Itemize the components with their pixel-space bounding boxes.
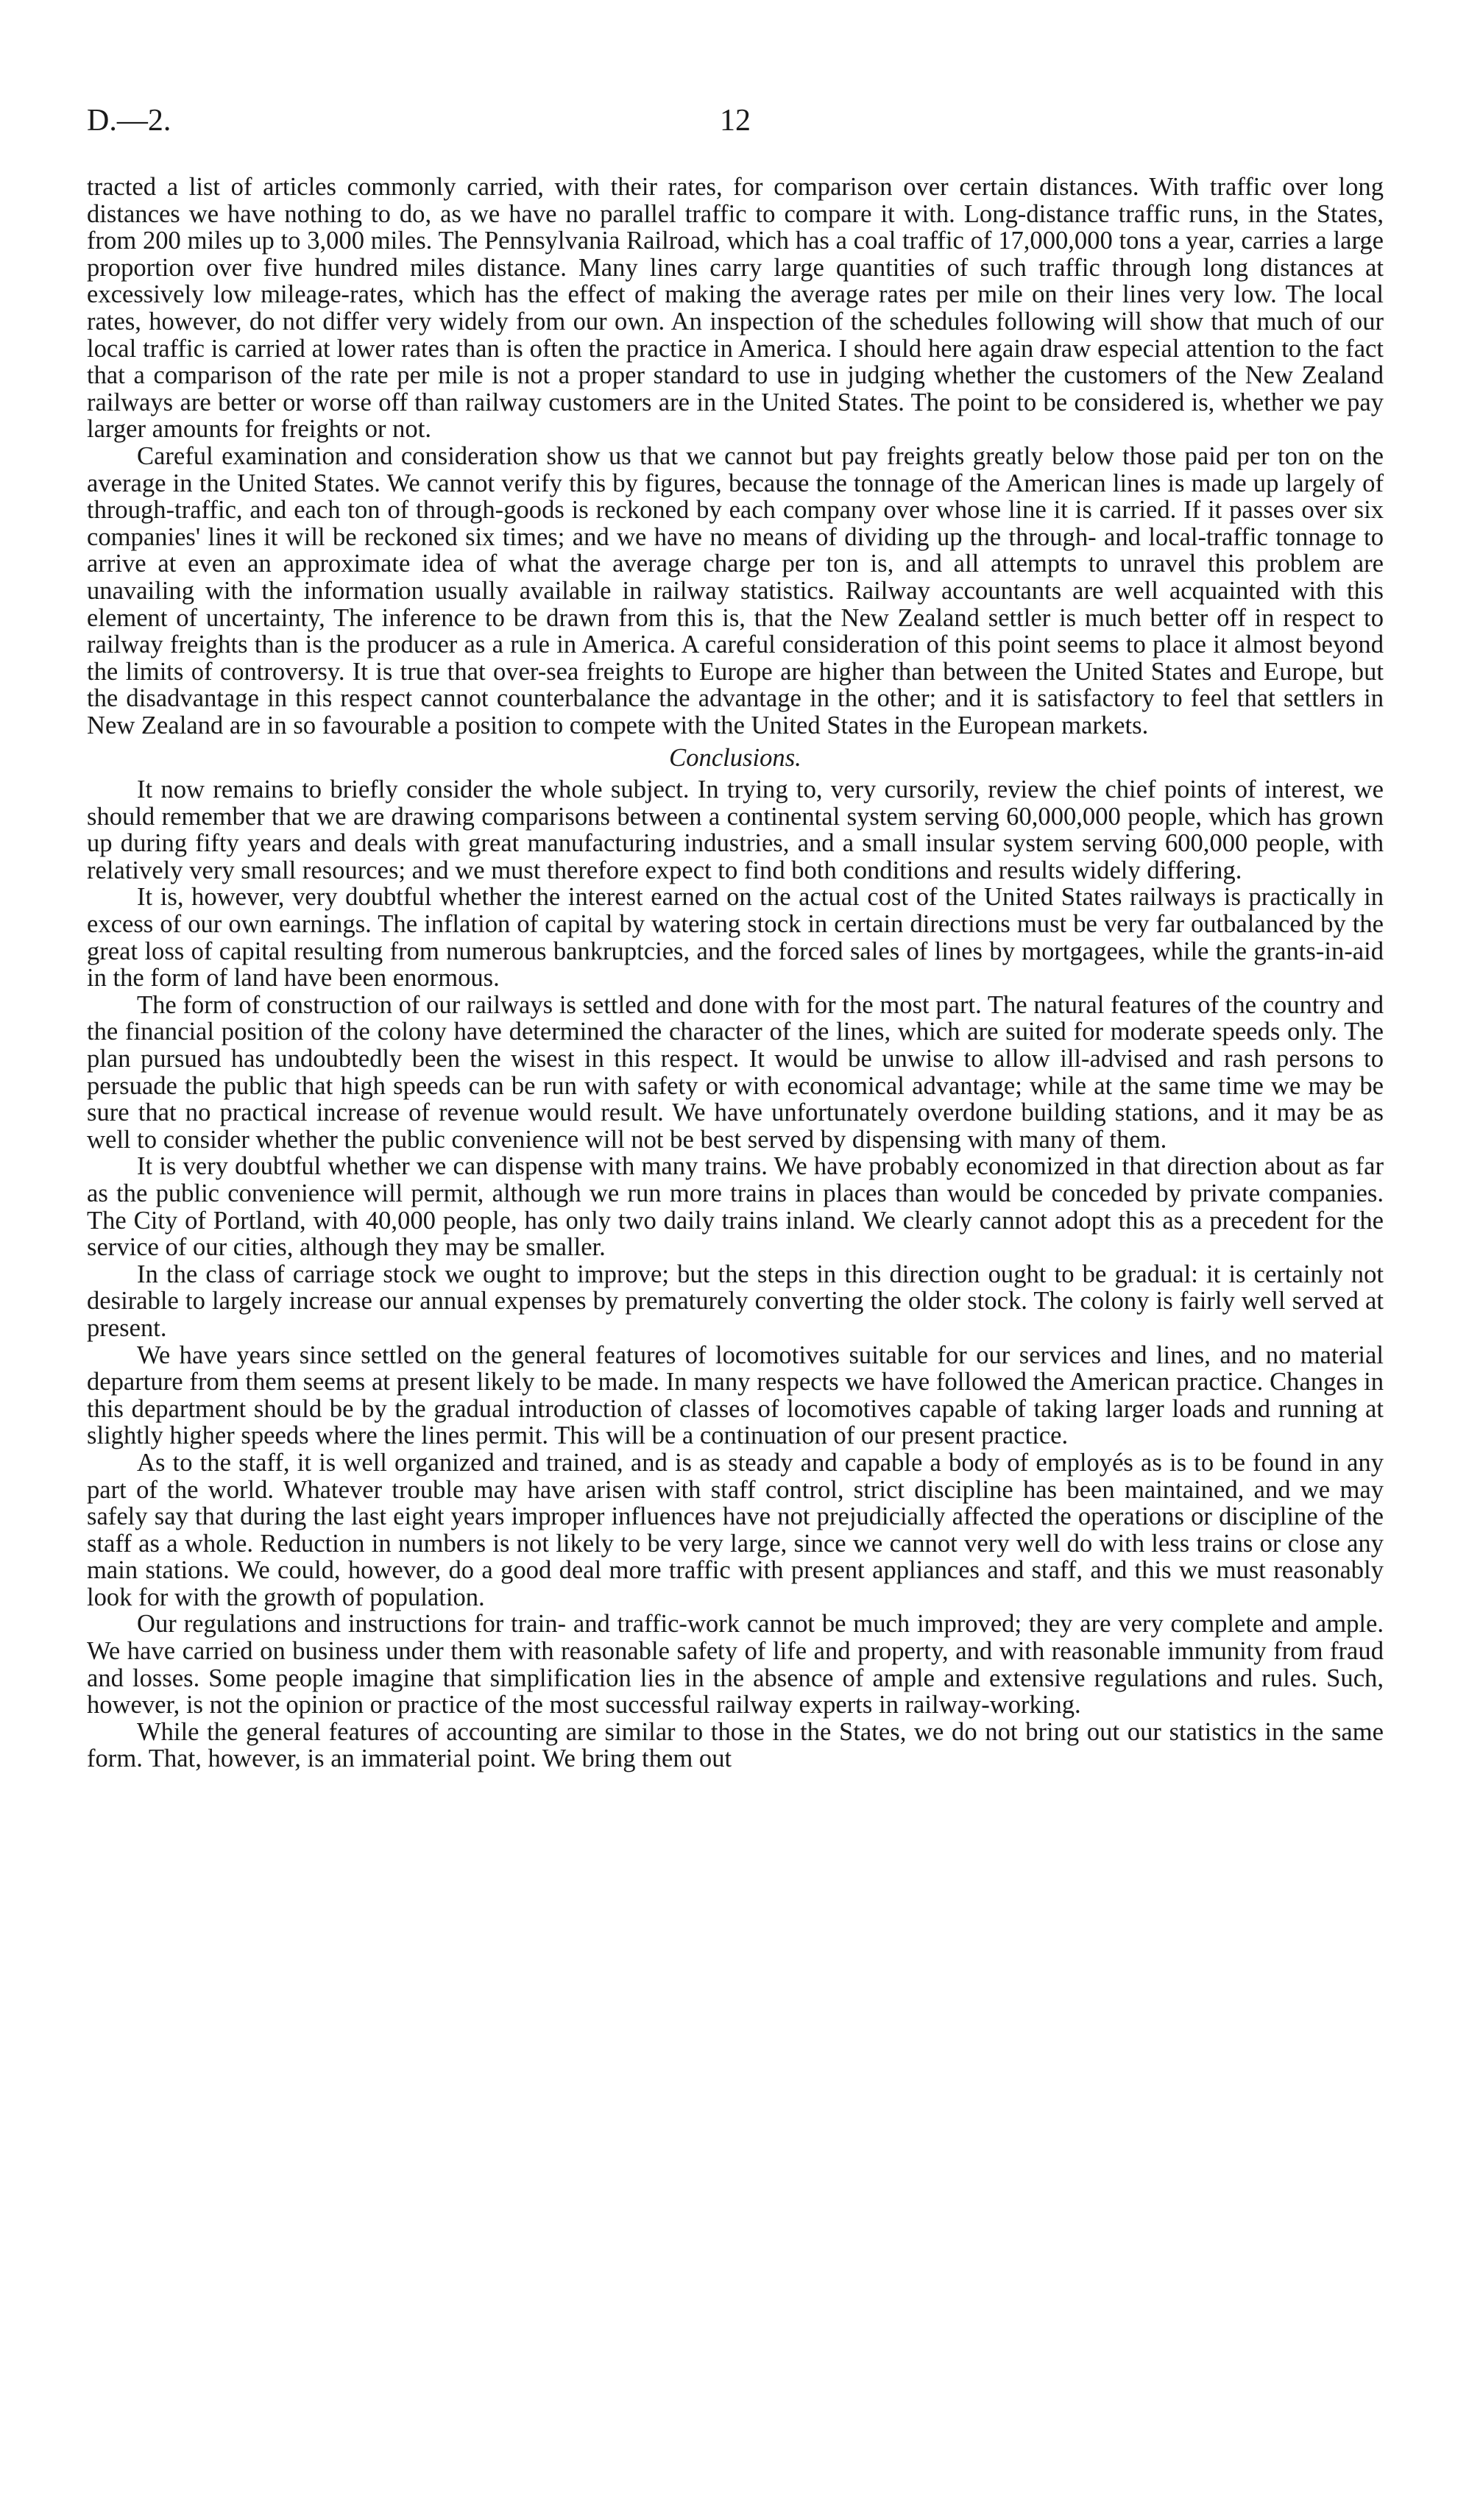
paragraph: In the class of carriage stock we ought to improve; but the steps in this direction ought to be gradual: it is certainly not desirable to largely increase our annual expenses by prematurely converting the older stock. The colony is fairly well served at present.: [87, 1260, 1384, 1342]
paragraph: While the general features of accounting are similar to those in the States, we do not bring out our statistics in the same form. That, however, is an immaterial point. We bring them out: [87, 1717, 1384, 1773]
paragraph: As to the staff, it is well organized and trained, and is as steady and capable a body of employés as is to be found in any part of the world. Whatever trouble may have arisen with staff control, strict discipline has been maintained, and we may safely say that during the last eight years improper influences have not prejudicially affected the operations or discipline of the staff as a whole. Reduction in numbers is not likely to be very large, since we cannot very well do with less trains or close any main stations. We could, however, do a good deal more traffic with present appliances and staff, and this we must reasonably look for with the growth of population.: [87, 1448, 1384, 1611]
paragraph: It is very doubtful whether we can dispense with many trains. We have probably economized in that direction about as far as the public convenience will permit, although we run more trains in places than would be conceded by private companies. The City of Portland, with 40,000 people, has only two daily trains inland. We clearly cannot adopt this as a precedent for the service of our cities, although they may be smaller.: [87, 1152, 1384, 1262]
body-text: [87, 174, 1384, 1772]
paragraph: The form of construction of our railways is settled and done with for the most part. The natural features of the country and the financial position of the colony have determined the character of the lines, which are suited for moderate speeds only. The plan pursued has undoubtedly been the wisest in this respect. It would be unwise to allow ill-advised and rash persons to persuade the public that high speeds can be run with safety or with economical advantage; while at the same time we may be sure that no practical increase of revenue would result. We have unfortunately overdone building stations, and it may be as well to consider whether the public convenience will not be best served by dispensing with many of them.: [87, 990, 1384, 1154]
document-page: [87, 103, 1384, 1772]
section-heading: Conclusions.: [669, 744, 801, 773]
page-number: 12: [720, 104, 751, 138]
paragraph: It is, however, very doubtful whether the interest earned on the actual cost of the United States railways is practically in excess of our own earnings. The inflation of capital by watering stock in certain directions must be very far outbalanced by the great loss of capital resulting from numerous bankruptcies, and the forced sales of lines by mortgagees, while the grants-in-aid in the form of land have been enormous.: [87, 883, 1384, 993]
paragraph-continued: tracted a list of articles commonly carried, with their rates, for comparison over certain distances. With traffic over long distances we have nothing to do, as we have no parallel traffic to compare it with. Long-distance traffic runs, in the States, from 200 miles up to 3,000 miles. The Pennsylvania Railroad, which has a coal traffic of 17,000,000 tons a year, carries a large proportion over five hundred miles distance. Many lines carry large quantities of such traffic through long distances at excessively low mileage-rates, which has the effect of making the average rates per mile on their lines very low. The local rates, however, do not differ very widely from our own. An inspection of the schedules following will show that much of our local traffic is carried at lower rates than is often the practice in America. I should here again draw especial attention to the fact that a comparison of the rate per mile is not a proper standard to use in judging whether the customers of the New Zealand railways are better or worse off than railway customers are in the United States. The point to be considered is, whether we pay larger amounts for freights or not.: [87, 173, 1384, 444]
paragraph: We have years since settled on the general features of locomotives suitable for our services and lines, and no material departure from them seems at present likely to be made. In many respects we have followed the American practice. Changes in this department should be by the gradual introduction of classes of locomotives capable of taking larger loads and running at slightly higher speeds where the lines permit. This will be a continuation of our present practice.: [87, 1341, 1384, 1450]
paragraph: Our regulations and instructions for train- and traffic-work cannot be much improved; they are very complete and ample. We have carried on business under them with reasonable safety of life and property, and with reasonable immunity from fraud and losses. Some people imagine that simplification lies in the absence of ample and extensive regulations and rules. Such, however, is not the opinion or practice of the most successful railway experts in railway-working.: [87, 1610, 1384, 1719]
paragraph: Careful examination and consideration show us that we cannot but pay freights greatly below those paid per ton on the average in the United States. We cannot verify this by figures, because the tonnage of the American lines is made up largely of through-traffic, and each ton of through-goods is reckoned by each company over whose line it is carried. If it passes over six companies' lines it will be reckoned six times; and we have no means of dividing up the through- and local-traffic tonnage to arrive at even an approximate idea of what the average charge per ton is, and all attempts to unravel this problem are unavailing with the information usually available in railway statistics. Railway accountants are well acquainted with this element of uncertainty, The inference to be drawn from this is, that the New Zealand settler is much better off in respect to railway freights than is the producer as a rule in America. A careful consideration of this point seems to place it almost beyond the limits of controversy. It is true that over-sea freights to Europe are higher than between the United States and Europe, but the disadvantage in this respect cannot counterbalance the advantage in the other; and it is satisfactory to feel that settlers in New Zealand are in so favourable a position to compete with the United States in the European markets.: [87, 441, 1384, 739]
running-header: [87, 103, 1384, 147]
paragraph: It now remains to briefly consider the whole subject. In trying to, very cursorily, review the chief points of interest, we should remember that we are drawing comparisons between a continental system serving 60,000,000 people, which has grown up during fifty years and deals with great manufacturing industries, and a small insular system serving 600,000 people, with relatively very small resources; and we must therefore expect to find both conditions and results widely differing.: [87, 775, 1384, 884]
document-reference: D.—2.: [87, 104, 171, 138]
